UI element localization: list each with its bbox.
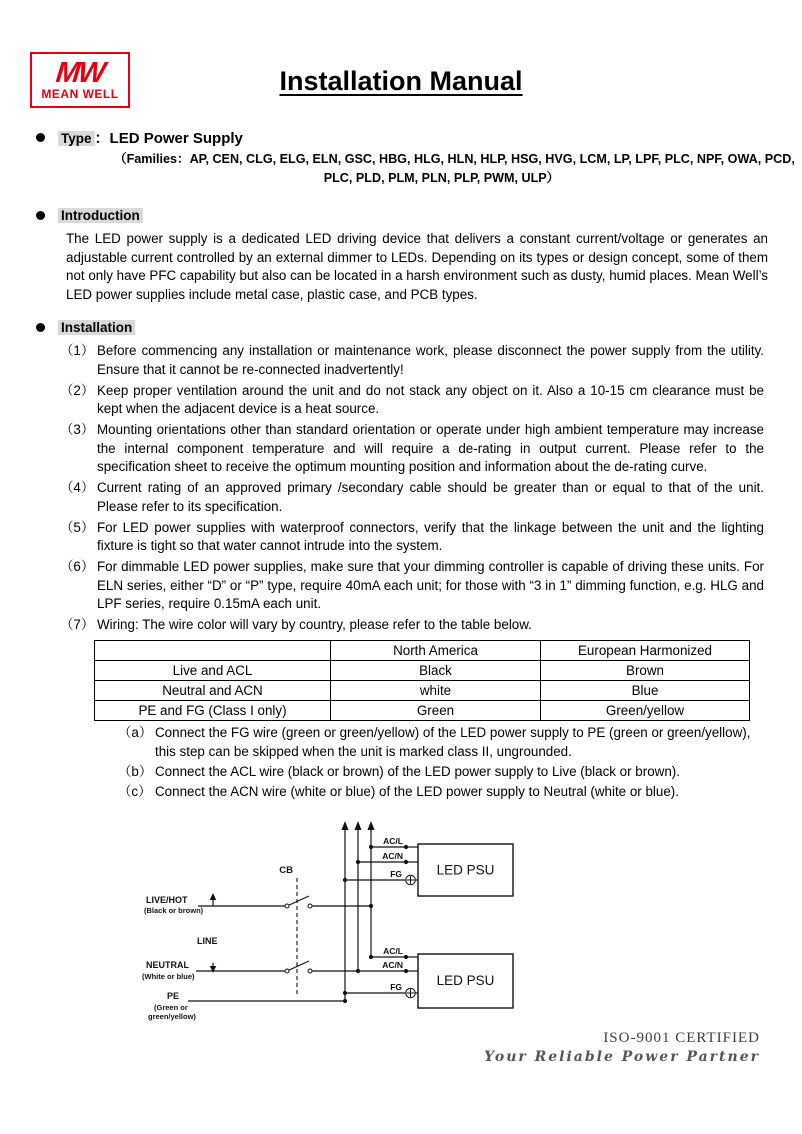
table-header-row bbox=[95, 640, 750, 660]
live-label: LIVE/HOT bbox=[146, 895, 188, 905]
list-item bbox=[60, 342, 764, 379]
list-item bbox=[60, 382, 764, 419]
table-header-north-america: North America bbox=[331, 640, 541, 660]
table-cell: Green bbox=[331, 700, 541, 720]
item-text: For LED power supplies with waterproof connectors, verify that the linkage between the unit and the lighting fixture is tight so that water cannot intrude into the system. bbox=[97, 519, 764, 553]
item-number: （6） bbox=[60, 559, 95, 574]
step-text: Connect the FG wire (green or green/yellow) of the LED power supply to PE (green or green/yellow), this step can be skipped when the unit is marked class II, ungrounded. bbox=[155, 724, 751, 759]
table-cell: white bbox=[331, 680, 541, 700]
step-letter: （a） bbox=[118, 724, 153, 740]
families-list bbox=[114, 150, 795, 188]
list-item bbox=[60, 616, 764, 635]
installation-heading-text: Installation bbox=[58, 320, 135, 335]
step-text: Connect the ACL wire (black or brown) of the LED power supply to Live (black or brown). bbox=[155, 763, 680, 779]
item-number: （7） bbox=[60, 617, 95, 632]
table-cell: Blue bbox=[541, 680, 750, 700]
page-footer bbox=[484, 1030, 760, 1065]
psu-label-bottom: LED PSU bbox=[436, 973, 495, 988]
page-header bbox=[0, 0, 802, 118]
page-title: Installation Manual bbox=[279, 66, 523, 96]
brand-slogan: Your Reliable Power Partner bbox=[484, 1049, 760, 1065]
table-row bbox=[95, 660, 750, 680]
live-sublabel: (Black or brown) bbox=[144, 906, 204, 915]
type-value: LED Power Supply bbox=[109, 130, 243, 147]
bullet-icon bbox=[36, 133, 45, 142]
table-cell: PE and FG (Class I only) bbox=[95, 700, 331, 720]
list-item bbox=[60, 519, 764, 556]
item-text: Mounting orientations other than standard orientation or operate under high ambient temperature may increase the internal component temperature and will require a de-rating in output current. Please refer to the specification sheet to receive the optimum mounting position and information about the de-rating curve. bbox=[97, 422, 764, 474]
terminal-acn-bottom: AC/N bbox=[382, 960, 403, 970]
pe-sublabel-2: green/yellow) bbox=[148, 1012, 196, 1021]
terminal-fg-top: FG bbox=[390, 869, 402, 879]
psu-label-top: LED PSU bbox=[436, 862, 495, 878]
table-row bbox=[95, 700, 750, 720]
families-line-1: （Families：AP, CEN, CLG, ELG, ELN, GSC, HBG, HLG, HLN, HLP, HSG, HVG, LCM, LP, LPF, PLC, NPF, OWA, PCD, bbox=[114, 152, 795, 166]
introduction-heading bbox=[58, 206, 764, 226]
step-letter: （b） bbox=[118, 763, 153, 779]
wire-color-table bbox=[94, 640, 750, 721]
cb-label: CB bbox=[279, 865, 293, 876]
neutral-sublabel: (White or blue) bbox=[142, 972, 195, 981]
bullet-icon bbox=[36, 323, 45, 332]
type-colon: ： bbox=[94, 130, 110, 147]
pe-label: PE bbox=[167, 991, 180, 1001]
table-cell: Neutral and ACN bbox=[95, 680, 331, 700]
item-text: Current rating of an approved primary /secondary cable should be greater than or equal to that of the unit. Please refer to its specification. bbox=[97, 480, 764, 514]
item-text: Keep proper ventilation around the unit and do not stack any object on it. Also a 10-15 cm clearance must be kept when the adjacent device is a heat source. bbox=[97, 382, 764, 416]
installation-section bbox=[58, 318, 764, 801]
switch-contacts bbox=[285, 904, 312, 973]
step-text: Connect the ACN wire (white or blue) of the LED power supply to Neutral (white or blue). bbox=[155, 783, 679, 799]
installation-items bbox=[58, 342, 764, 635]
introduction-heading-text: Introduction bbox=[58, 208, 143, 223]
table-cell: Green/yellow bbox=[541, 700, 750, 720]
item-number: （4） bbox=[60, 480, 95, 495]
neutral-label: NEUTRAL bbox=[146, 960, 189, 970]
item-text: Before commencing any installation or maintenance work, please disconnect the power supply from the utility. Ensure that it cannot be re-connected inadvertently! bbox=[97, 343, 764, 377]
type-section bbox=[58, 128, 795, 188]
list-item bbox=[118, 723, 764, 761]
table-row bbox=[95, 680, 750, 700]
list-item bbox=[60, 421, 764, 477]
item-text: Wiring: The wire color will vary by country, please refer to the table below. bbox=[97, 617, 532, 632]
introduction-section bbox=[58, 206, 768, 304]
list-item bbox=[60, 558, 764, 614]
table-header-european-harmonized: European Harmonized bbox=[541, 640, 750, 660]
line-label: LINE bbox=[197, 936, 218, 946]
list-item bbox=[60, 479, 764, 516]
ground-symbol-icon bbox=[406, 875, 416, 998]
type-line bbox=[58, 128, 764, 149]
table-cell: Black bbox=[331, 660, 541, 680]
item-number: （1） bbox=[60, 343, 95, 358]
table-cell: Live and ACL bbox=[95, 660, 331, 680]
wiring-steps bbox=[58, 723, 764, 801]
bullet-icon bbox=[36, 211, 45, 220]
item-number: （2） bbox=[60, 382, 95, 398]
item-number: （3） bbox=[60, 422, 95, 437]
installation-heading bbox=[58, 318, 764, 338]
arrowheads bbox=[210, 821, 375, 973]
wiring-diagram bbox=[140, 816, 530, 1028]
introduction-body: The LED power supply is a dedicated LED driving device that delivers a constant current/voltage or generates an adjustable current controlled by an external dimmer to LEDs. Depending on its types or design concept, some of them not only have PFC capability but also can be located in a harsh environment such as dusty, humid places. Mean Well’s LED power supplies include metal case, plastic case, and PCB types. bbox=[66, 231, 768, 302]
list-item bbox=[118, 782, 764, 801]
item-text: For dimmable LED power supplies, make sure that your dimming controller is capable of driving these units. For ELN series, either “D” or “P” type, require 40mA each unit; for those with “3 in 1” dimming function, e.g. HLG and LPF series, require 0.15mA each unit. bbox=[97, 559, 764, 611]
logo-monogram: MW bbox=[54, 56, 106, 89]
document-body bbox=[0, 128, 802, 801]
terminal-acl-bottom: AC/L bbox=[383, 946, 403, 956]
terminal-acn-top: AC/N bbox=[382, 851, 403, 861]
table-cell: Brown bbox=[541, 660, 750, 680]
item-number: （5） bbox=[60, 519, 95, 535]
families-line-2: PLC, PLD, PLM, PLN, PLP, PWM, ULP） bbox=[323, 171, 560, 185]
logo-brand-name: MEAN WELL bbox=[41, 86, 119, 101]
terminal-acl-top: AC/L bbox=[383, 836, 403, 846]
list-item bbox=[118, 762, 764, 781]
iso-certified-text: ISO-9001 CERTIFIED bbox=[603, 1030, 760, 1046]
terminal-fg-bottom: FG bbox=[390, 982, 402, 992]
table-header-blank bbox=[95, 640, 331, 660]
pe-sublabel-1: (Green or bbox=[154, 1003, 188, 1012]
wiring-diagram-svg bbox=[140, 816, 530, 1028]
type-label: Type bbox=[58, 131, 95, 146]
step-letter: （c） bbox=[118, 783, 152, 799]
